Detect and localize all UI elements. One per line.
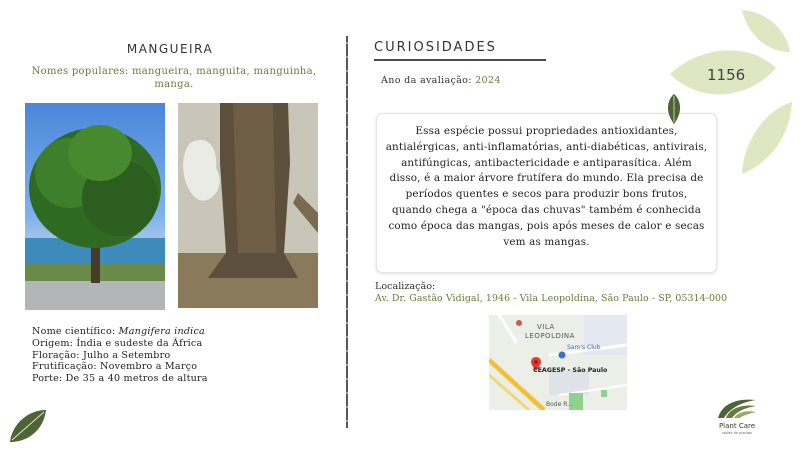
species-title: MANGUEIRA [126, 42, 214, 56]
fact-flowering: Floração: Julho a Setembro [32, 349, 171, 361]
leaves-decoration-icon [668, 8, 800, 178]
evaluation-year [381, 75, 501, 86]
scientific-name-label: Nome científico: [32, 326, 119, 337]
map-roads [489, 315, 627, 410]
location-address: Av. Dr. Gastão Vidigal, 1946 - Vila Leopoldina, São Paulo - SP, 05314-000 [375, 293, 728, 304]
location-label: Localização: [375, 281, 436, 292]
map-place-label: CEAGESP - São Paulo [533, 367, 608, 374]
trunk-photo-illustration [178, 103, 318, 308]
fact-fruiting: Frutificação: Novembro a Março [32, 361, 198, 373]
brand-name: Plant Care [718, 422, 756, 430]
brand-tagline: saúde de plantas [721, 431, 753, 435]
map-store-label: Sam's Club [567, 344, 601, 351]
map-district-line2: LEOPOLDINA [525, 332, 575, 340]
trunk-photo [178, 103, 318, 308]
tree-photo [25, 103, 165, 310]
curiosity-card: Essa espécie possui propriedades antioxidantes, antialérgicas, anti-inflamatórias, anti-diabéticas, antivirais, antifúngicas, antibactericidade e antiparasítica. Além disso, é a maior árvore frutífera do mundo. Ela precisa de períodos quentes e secos para produzir bons frutos, quando chega a "época das chuvas" também é conhecida como época das mangas, pois após meses de calor e secas vem as mangas. [376, 113, 717, 273]
species-code: 1156 [707, 66, 746, 84]
map-road-label: Bode R... [546, 401, 573, 408]
fact-origin: Origem: Índia e sudeste da África [32, 337, 203, 349]
fact-scientific-name [32, 326, 332, 338]
fact-size: Porte: De 35 a 40 metros de altura [32, 373, 208, 385]
year-value: 2024 [475, 75, 501, 86]
location-map[interactable] [489, 315, 627, 410]
leaf-decoration-icon [8, 408, 48, 444]
scientific-name-value: Mangifera indica [118, 326, 205, 337]
map-district-line1: VILA [537, 323, 555, 331]
tree-photo-illustration [25, 103, 165, 310]
plant-care-logo-icon [716, 396, 758, 420]
species-facts [32, 326, 332, 385]
curiosities-title: CURIOSIDADES [374, 40, 497, 55]
title-underline [374, 59, 546, 61]
small-leaf-icon [665, 94, 683, 124]
popular-names: Nomes populares: mangueira, manguita, manguinha, manga. [31, 66, 317, 90]
year-label: Ano da avaliação: [381, 75, 476, 86]
store-icon [558, 351, 566, 359]
column-divider [346, 36, 348, 428]
